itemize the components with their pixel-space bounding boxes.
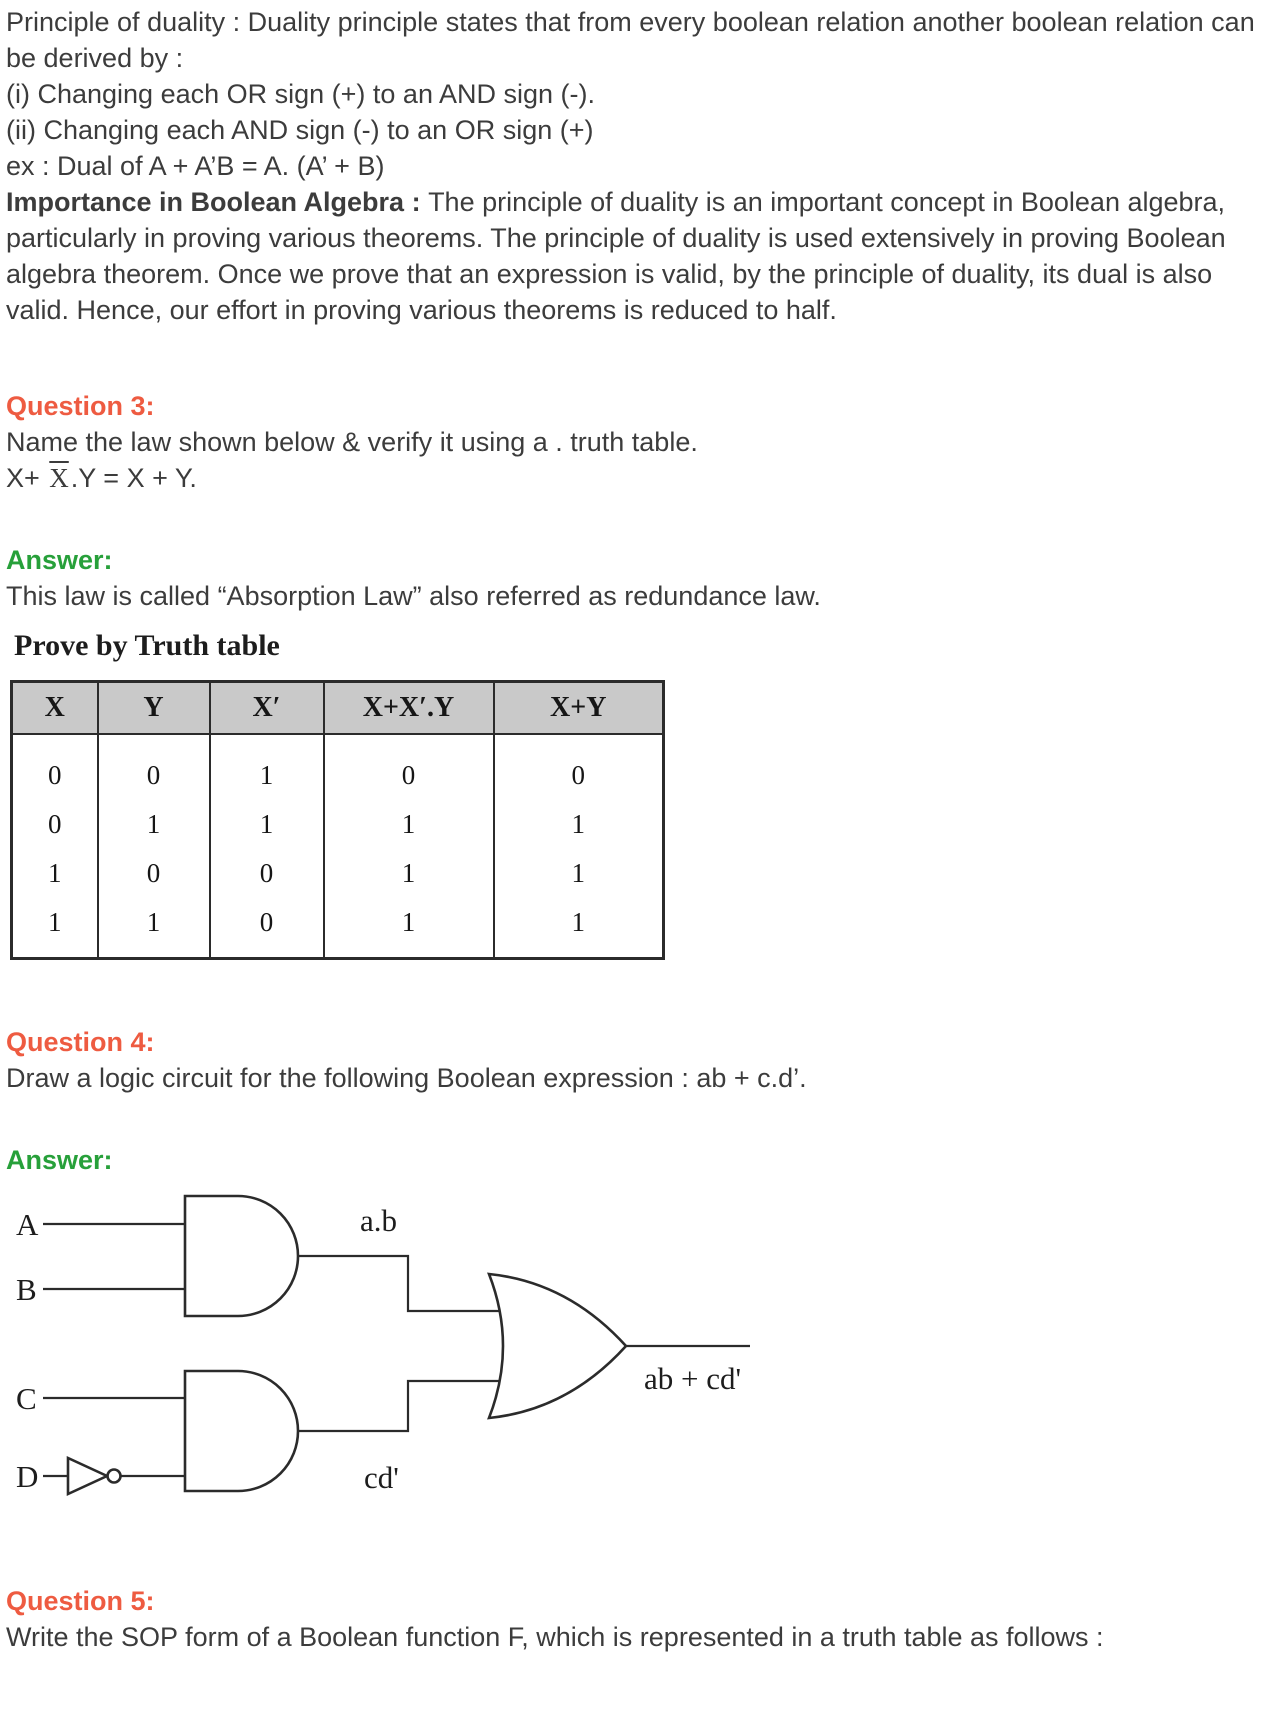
duality-example: ex : Dual of A + A’B = A. (A’ + B) (6, 151, 385, 181)
table-cell: 1 (48, 857, 62, 888)
logic-circuit-figure (8, 1186, 1256, 1531)
answer-3-text: This law is called “Absorption Law” also referred as redundance law. (6, 581, 821, 611)
table-cell: 1 (48, 906, 62, 937)
duality-rule-i: (i) Changing each OR sign (+) to an AND sign (-). (6, 79, 595, 109)
or-gate (489, 1274, 626, 1418)
not-gate-triangle (68, 1458, 107, 1494)
table-row (12, 799, 664, 848)
answer-3-heading: Answer: (6, 545, 113, 575)
header-cell-xplusy: X+Y (494, 682, 664, 735)
table-cell: 1 (324, 799, 494, 848)
header-cell-x: X (12, 682, 98, 735)
circuit-output-label: ab + cd' (644, 1361, 742, 1396)
question-3-text: Name the law shown below & verify it using a . truth table. (6, 427, 698, 457)
table-cell: 0 (98, 734, 210, 799)
table-cell: 0 (48, 759, 62, 790)
table-cell: 0 (210, 897, 324, 959)
wire-and1-to-or (298, 1256, 504, 1311)
logic-circuit-diagram (8, 1186, 768, 1531)
equation-prefix: X+ (6, 463, 48, 493)
and1-output-label: a.b (360, 1203, 398, 1238)
importance-body-text: The principle of duality is an important concept in Boolean algebra, particularly in proving various theorems. The principle of duality is used extensively in proving Boolean algebra theorem. Once we prove that an expression is valid, by the principle of duality, its dual is also valid. Hence, our effort in proving various theorems is reduced to half. (6, 187, 1226, 325)
truth-table-header-row (12, 682, 664, 735)
importance-lead-in: Importance in Boolean Algebra : (6, 187, 429, 217)
equation-suffix: .Y = X + Y. (70, 463, 197, 493)
table-cell: 1 (494, 799, 664, 848)
table-cell: 1 (324, 848, 494, 897)
table-cell: 1 (98, 897, 210, 959)
importance-paragraph (6, 184, 1256, 328)
and2-output-label: cd' (364, 1460, 399, 1495)
duality-rule-ii: (ii) Changing each AND sign (-) to an OR sign (+) (6, 115, 594, 145)
input-c-label: C (16, 1381, 37, 1416)
table-row (12, 734, 664, 799)
table-cell: 1 (210, 734, 324, 799)
table-cell: 0 (324, 734, 494, 799)
table-row (12, 897, 664, 959)
table-cell: 1 (324, 897, 494, 959)
truth-table (10, 680, 665, 960)
and-gate-bottom (185, 1371, 298, 1491)
and-gate-top (185, 1196, 298, 1316)
table-cell: 0 (98, 848, 210, 897)
intro-paragraph: Principle of duality : Duality principle states that from every boolean relation another boolean relation can be derived by : (6, 7, 1255, 73)
question-5-heading: Question 5: (6, 1586, 155, 1616)
table-cell: 1 (210, 799, 324, 848)
input-a-label: A (16, 1207, 39, 1242)
wire-and2-to-or (298, 1381, 504, 1431)
question-5-text: Write the SOP form of a Boolean function F, which is represented in a truth table as follows : (6, 1622, 1104, 1652)
truth-table-title: Prove by Truth table (14, 629, 280, 662)
table-cell: 0 (494, 734, 664, 799)
table-row (12, 848, 664, 897)
table-cell: 1 (494, 897, 664, 959)
table-cell: 0 (210, 848, 324, 897)
answer-4-heading: Answer: (6, 1145, 113, 1175)
header-cell-y: Y (98, 682, 210, 735)
header-cell-xplusxprimey: X+X′.Y (324, 682, 494, 735)
header-cell-xprime: X′ (210, 682, 324, 735)
question-4-text: Draw a logic circuit for the following Boolean expression : ab + c.d’. (6, 1063, 807, 1093)
table-cell: 1 (494, 848, 664, 897)
question-3-equation (6, 460, 1256, 496)
table-cell: 1 (98, 799, 210, 848)
equation-overline-x: $\overline{X}$ (49, 463, 69, 493)
question-4-heading: Question 4: (6, 1027, 155, 1057)
not-gate-bubble (108, 1470, 121, 1483)
input-b-label: B (16, 1272, 37, 1307)
question-3-heading: Question 3: (6, 391, 155, 421)
input-d-label: D (16, 1459, 39, 1494)
table-cell: 0 (48, 808, 62, 839)
